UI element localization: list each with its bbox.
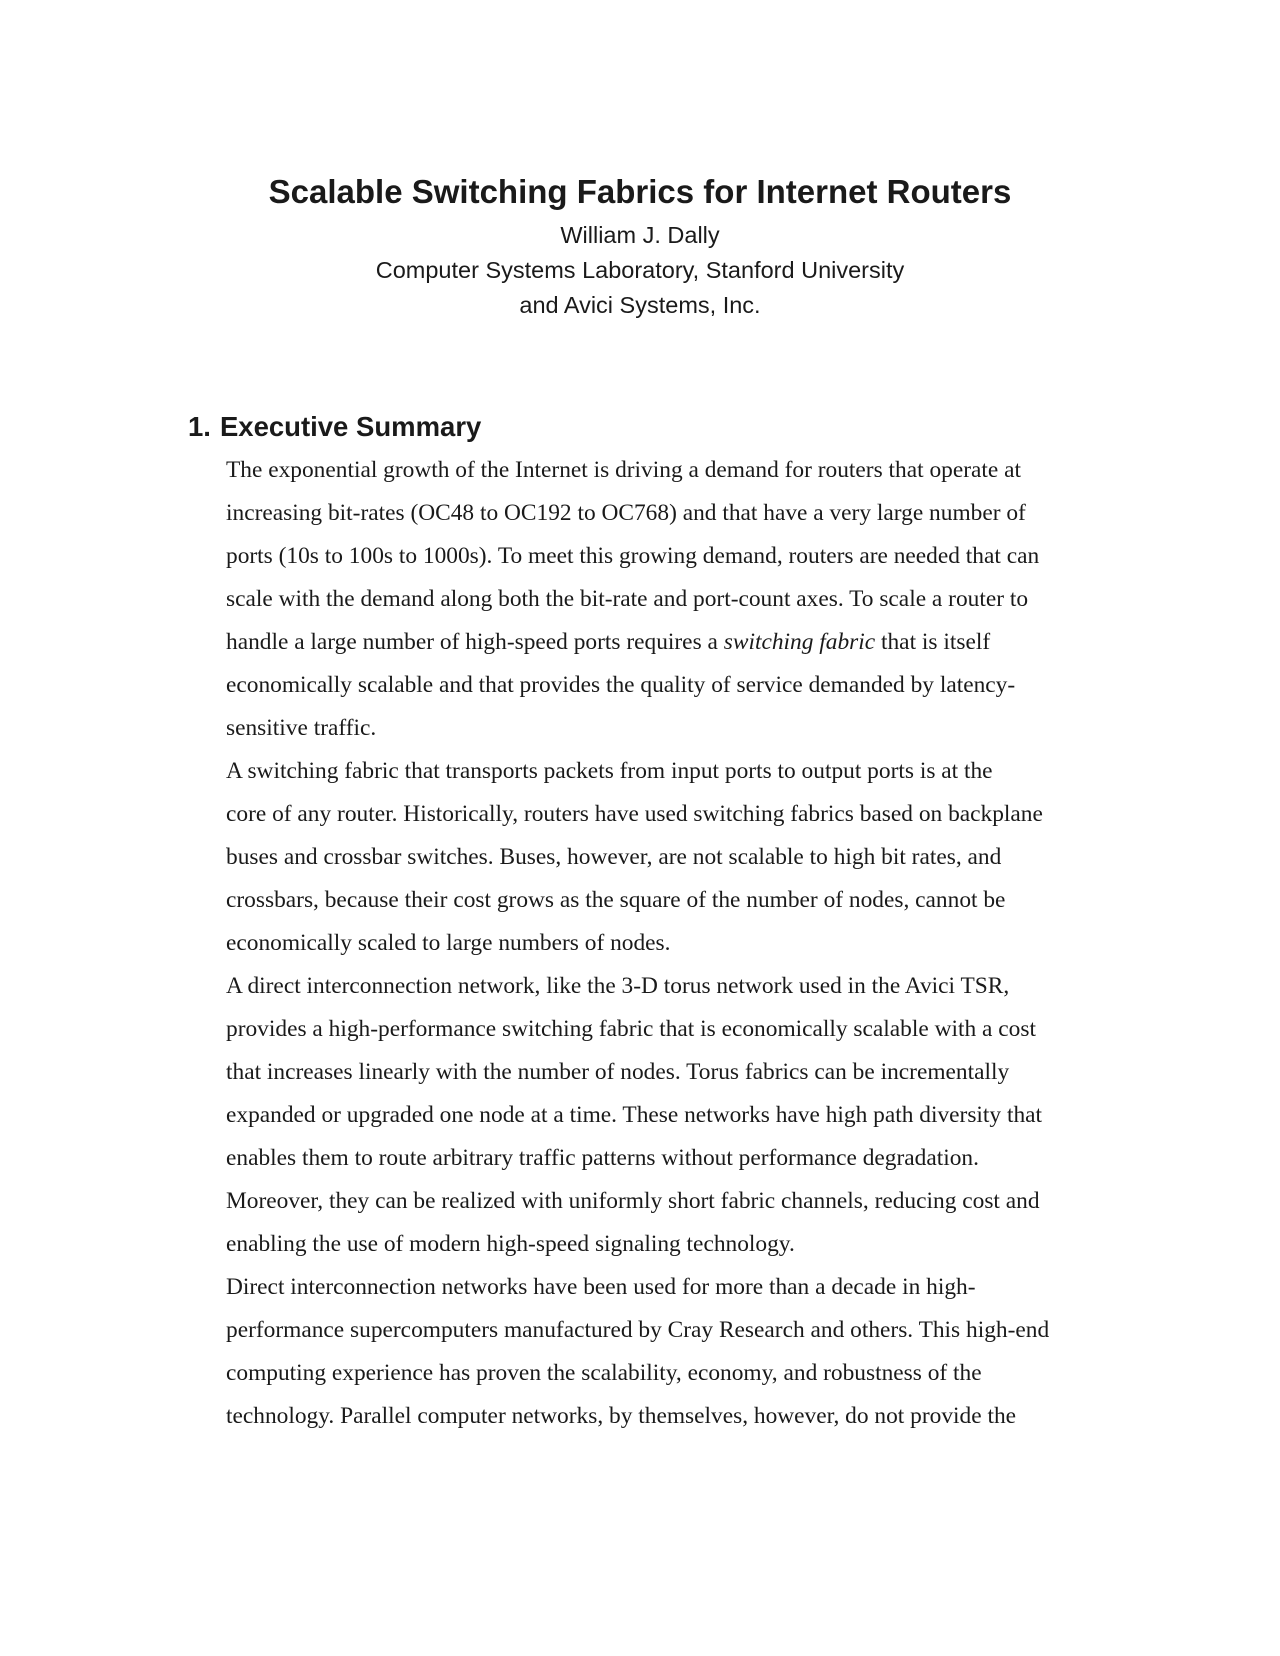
text-line: expanded or upgraded one node at a time. These networks have high path diversity that	[226, 1102, 1043, 1128]
text-line: Moreover, they can be realized with uniformly short fabric channels, reducing cost and	[226, 1188, 1040, 1214]
text-line: sensitive traffic.	[226, 715, 377, 741]
text-line: provides a high-performance switching fabric that is economically scalable with a cost	[226, 1016, 1036, 1042]
text-line: The exponential growth of the Internet is driving a demand for routers that operate at	[226, 457, 1022, 483]
text-line: computing experience has proven the scalability, economy, and robustness of the	[226, 1360, 982, 1386]
text-line: economically scaled to large numbers of nodes.	[226, 930, 671, 956]
text-line: scale with the demand along both the bit-rate and port-count axes. To scale a router to	[226, 586, 1029, 612]
author-affiliation: Computer Systems Laboratory, Stanford University	[375, 257, 905, 283]
text-line: A direct interconnection network, like the 3-D torus network used in the Avici TSR,	[226, 973, 1010, 999]
text-line: enabling the use of modern high-speed signaling technology.	[226, 1231, 795, 1257]
section-body	[188, 449, 1088, 1438]
text-line: enables them to route arbitrary traffic patterns without performance degradation.	[226, 1145, 979, 1171]
text-line: crossbars, because their cost grows as the square of the number of nodes, cannot be	[226, 887, 1006, 913]
text-line	[188, 621, 1088, 664]
paragraph	[188, 1266, 1088, 1438]
section-title: Executive Summary	[219, 411, 482, 442]
paper-title: Scalable Switching Fabrics for Internet Routers	[268, 173, 1012, 210]
author-name: William J. Dally	[560, 222, 720, 248]
text-segment: handle a large number of high-speed ports requires a	[226, 629, 724, 655]
text-line: Direct interconnection networks have been used for more than a decade in high-	[226, 1274, 976, 1300]
author-affiliation-company: and Avici Systems, Inc.	[519, 292, 761, 318]
section-heading	[188, 410, 481, 444]
text-line: buses and crossbar switches. Buses, however, are not scalable to high bit rates, and	[226, 844, 1002, 870]
text-line: technology. Parallel computer networks, by themselves, however, do not provide the	[226, 1403, 1017, 1429]
text-line: core of any router. Historically, routers have used switching fabrics based on backplane	[226, 801, 1043, 827]
text-line: economically scalable and that provides the quality of service demanded by latency-	[226, 672, 1016, 698]
text-line: increasing bit-rates (OC48 to OC192 to OC768) and that have a very large number of	[226, 500, 1026, 526]
text-line: performance supercomputers manufactured by Cray Research and others. This high-end	[226, 1317, 1050, 1343]
text-line: that increases linearly with the number of nodes. Torus fabrics can be incrementally	[226, 1059, 1010, 1085]
text-segment: that is itself	[875, 629, 991, 655]
text-line: A switching fabric that transports packets from input ports to output ports is at the	[226, 758, 993, 784]
paragraph	[188, 965, 1088, 1266]
section-number: 1.	[188, 411, 211, 442]
paragraph	[188, 750, 1088, 965]
text-line: ports (10s to 100s to 1000s). To meet this growing demand, routers are needed that can	[226, 543, 1040, 569]
emphasis-term: switching fabric	[723, 629, 876, 655]
paragraph	[188, 449, 1088, 750]
